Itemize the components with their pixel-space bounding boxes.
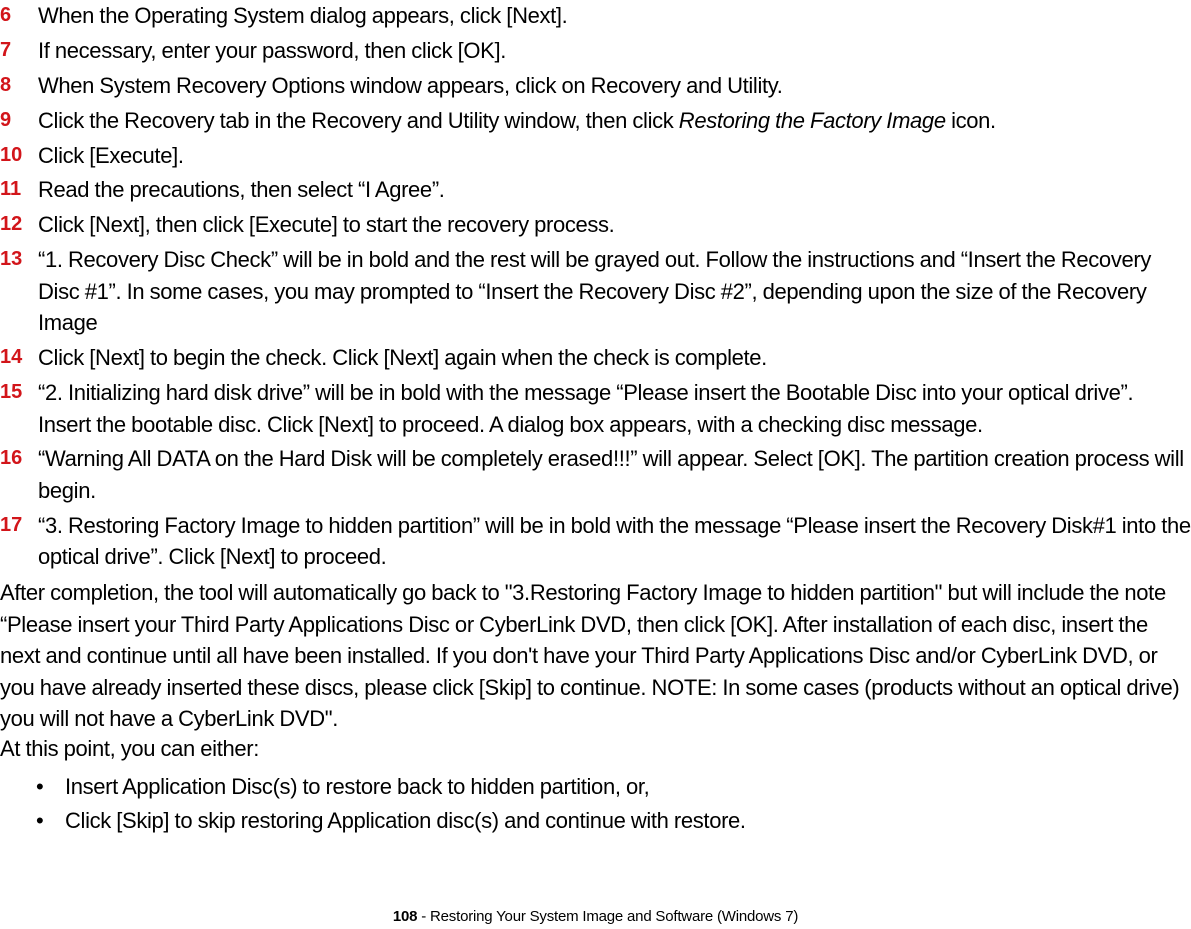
step-text: Click [Execute]. [38,142,184,168]
bullet-icon: • [36,807,44,833]
step-text: “Warning All DATA on the Hard Disk will be completely erased!!!” will appear. Select [OK]. The partition creation process will begin. [38,446,1184,503]
emphasized-icon-name: Restoring the Factory Image [678,107,946,133]
page-footer [0,908,1191,926]
step-item [0,377,1191,440]
footer-separator: - [417,908,431,925]
step-item [0,70,1191,102]
step-item [0,35,1191,67]
step-text: “2. Initializing hard disk drive” will be in bold with the message “Please insert the Bootable Disc into your optical drive”. Insert the bootable disc. Click [Next] to proceed. A dialog box appears, with a checking disc message. [38,380,1134,437]
step-item [0,174,1191,206]
step-text: “3. Restoring Factory Image to hidden partition” will be in bold with the message “Please insert the Recovery Disk#1 into the optical drive”. Click [Next] to proceed. [38,512,1191,570]
step-item [0,105,1191,137]
step-number: 9 [0,108,12,131]
at-this-point-paragraph: At this point, you can either: [0,736,259,761]
step-item [0,244,1191,339]
step-text: Click [Next], then click [Execute] to start the recovery process. [38,212,615,238]
option-text: Click [Skip] to skip restoring Application disc(s) and continue with restore. [65,807,746,833]
step-text: When the Operating System dialog appears, click [Next]. [38,3,568,28]
step-item [0,510,1191,573]
step-text: “1. Recovery Disc Check” will be in bold and the rest will be grayed out. Follow the instructions and “Insert the Recovery Disc #1”. In some cases, you may prompted to “Insert the Recovery Disc #2”, depending upon the size of the Recovery Image [38,247,1151,336]
step-text: If necessary, enter your password, then click [OK]. [38,37,507,63]
bullet-icon: • [36,774,44,799]
step-number: 6 [0,4,12,26]
option-item [0,771,746,803]
step-number: 15 [0,381,23,404]
step-text: Read the precautions, then select “I Agree”. [38,177,445,203]
step-number: 10 [0,143,23,166]
step-number: 11 [0,178,22,201]
step-number: 17 [0,513,23,536]
option-text: Insert Application Disc(s) to restore back to hidden partition, or, [65,774,650,799]
footer-title: Restoring Your System Image and Software (Windows 7) [430,908,799,925]
step-number: 14 [0,346,23,369]
step-text: When System Recovery Options window appears, click on Recovery and Utility. [38,72,783,98]
option-item [0,805,746,837]
page-number: 108 [392,908,418,925]
step-item [0,443,1191,506]
step-item [0,140,1191,172]
step-text: Click [Next] to begin the check. Click [Next] again when the check is complete. [38,345,767,371]
step-number: 8 [0,73,12,96]
options-list [0,771,746,838]
after-completion-paragraph: After completion, the tool will automatically go back to "3.Restoring Factory Image to hidden partition" but will include the note “Please insert your Third Party Applications Disc or CyberLink DVD, then click [OK]. After installation of each disc, insert the next and continue until all have been installed. If you don't have your Third Party Applications Disc and/or CyberLink DVD, or you have already inserted these discs, please click [Skip] to continue. NOTE: In some cases (products without an optical drive) you will not have a CyberLink DVD". [0,580,1180,731]
step-number: 16 [0,447,23,470]
step-number: 7 [0,38,12,61]
step-number: 12 [0,213,23,236]
step-item [0,0,1191,32]
step-item [0,342,1191,374]
step-item [0,209,1191,241]
step-number: 13 [0,248,23,271]
step-text: Click the Recovery tab in the Recovery and Utility window, then click Restoring the Factory Image icon. [38,107,996,133]
